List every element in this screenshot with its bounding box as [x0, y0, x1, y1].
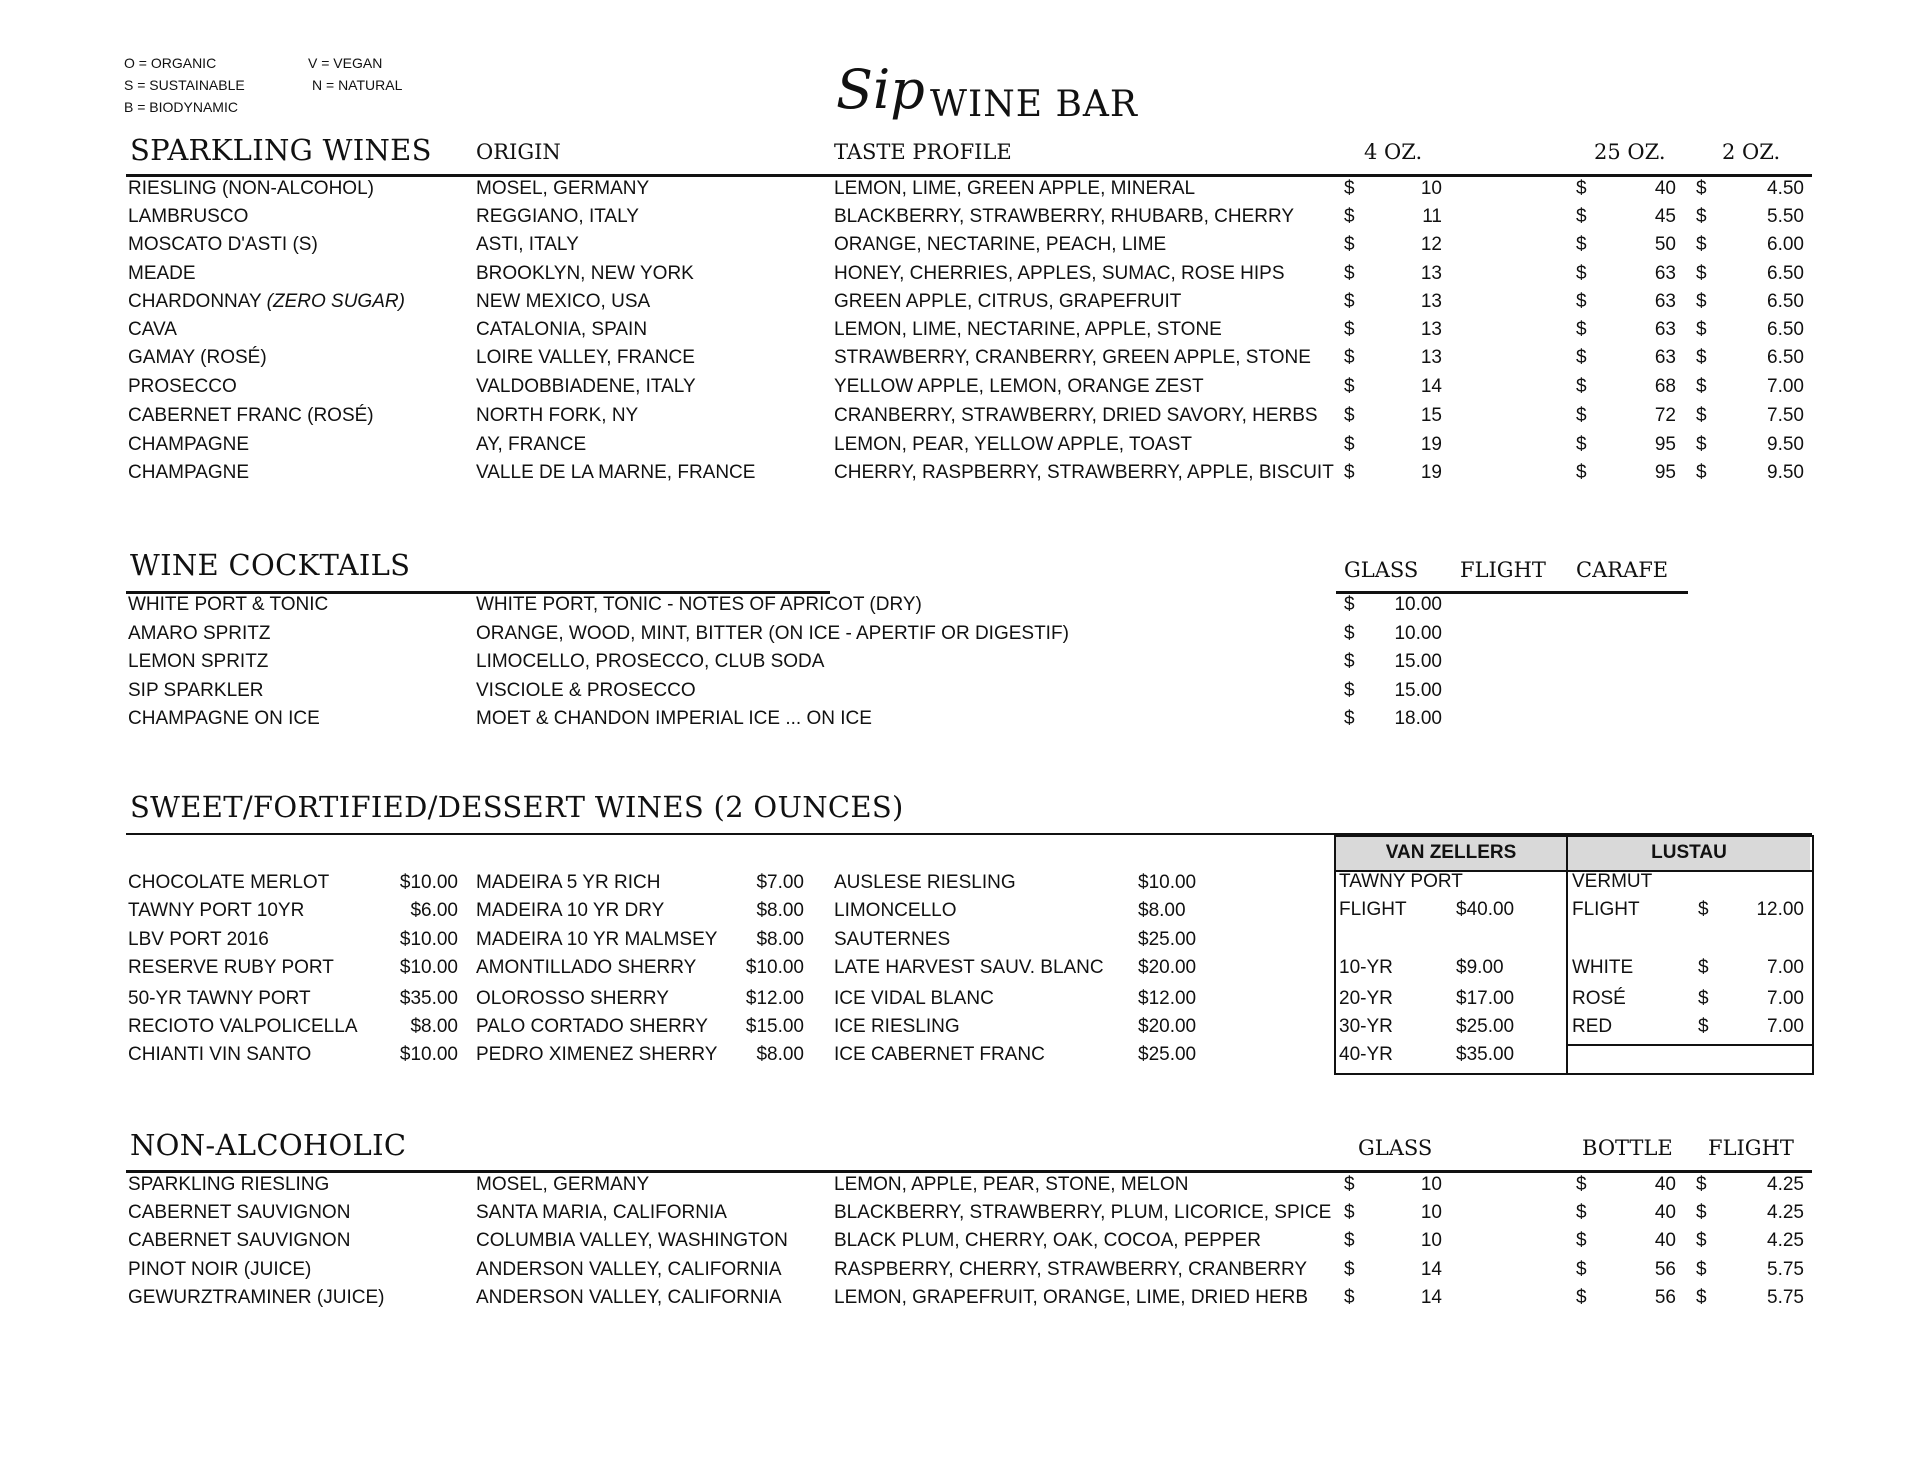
price-25oz: 63: [1654, 319, 1676, 340]
currency-sign: $: [1576, 206, 1587, 227]
cocktail-row: [0, 591, 1920, 619]
currency-sign: $: [1344, 708, 1355, 729]
wine-origin: NEW MEXICO, USA: [476, 291, 651, 312]
price-bottle: 56: [1654, 1259, 1676, 1280]
wine-origin: ASTI, ITALY: [476, 234, 579, 255]
wine-name: PROSECCO: [128, 376, 237, 397]
sparkling-row: [0, 316, 1920, 344]
sparkling-origin-header: ORIGIN: [476, 140, 561, 164]
currency-sign: $: [1696, 1259, 1707, 1280]
price-2oz: 9.50: [1767, 462, 1804, 483]
currency-sign: $: [1344, 434, 1355, 455]
wine-taste: GREEN APPLE, CITRUS, GRAPEFRUIT: [834, 291, 1182, 312]
dessert-wine-a: RECIOTO VALPOLICELLA: [128, 1016, 358, 1037]
currency-sign: $: [1344, 623, 1355, 644]
vanzellers-title: VAN ZELLERS: [1336, 837, 1566, 870]
price-2oz: 6.00: [1767, 234, 1804, 255]
cocktail-row: [0, 648, 1920, 676]
cocktail-name: SIP SPARKLER: [128, 680, 264, 701]
currency-sign: $: [1576, 263, 1587, 284]
price-4oz: 12: [1420, 234, 1442, 255]
dessert-price-b: $7.00: [756, 872, 804, 893]
nonalc-bottle-header: BOTTLE: [1582, 1136, 1673, 1160]
wine-origin: LOIRE VALLEY, FRANCE: [476, 347, 695, 368]
wine-name: MOSCATO D'ASTI (S): [128, 234, 318, 255]
currency-sign: $: [1696, 291, 1707, 312]
lustau-item: [0, 954, 1920, 982]
wine-origin: NORTH FORK, NY: [476, 405, 639, 426]
currency-sign: $: [1576, 1174, 1587, 1195]
cocktails-glass-header: GLASS: [1344, 558, 1419, 582]
price-2oz: 4.50: [1767, 178, 1804, 199]
price-25oz: 63: [1654, 347, 1676, 368]
price-4oz: 13: [1420, 263, 1442, 284]
dessert-wine-b: PALO CORTADO SHERRY: [476, 1016, 708, 1037]
wine-taste: LEMON, LIME, NECTARINE, APPLE, STONE: [834, 319, 1222, 340]
wine-origin: VALDOBBIADENE, ITALY: [476, 376, 696, 397]
vanzellers-age: 30-YR: [1339, 1016, 1393, 1037]
dessert-wine-a: 50-YR TAWNY PORT: [128, 988, 311, 1009]
wine-name: CHARDONNAY (ZERO SUGAR): [128, 291, 405, 312]
price-glass: 10: [1420, 1230, 1442, 1251]
dessert-wine-c: LATE HARVEST SAUV. BLANC: [834, 957, 1104, 978]
cocktail-row: [0, 620, 1920, 648]
currency-sign: $: [1576, 347, 1587, 368]
currency-sign: $: [1344, 376, 1355, 397]
price-flight: 4.25: [1767, 1202, 1804, 1223]
dessert-wine-b: MADEIRA 10 YR MALMSEY: [476, 929, 718, 950]
wine-name: CAVA: [128, 319, 177, 340]
price-flight: 5.75: [1767, 1287, 1804, 1308]
dessert-price-b: $8.00: [756, 900, 804, 921]
currency-sign: $: [1576, 434, 1587, 455]
currency-sign: $: [1696, 1174, 1707, 1195]
price-25oz: 45: [1654, 206, 1676, 227]
price-2oz: 6.50: [1767, 347, 1804, 368]
cocktail-name: WHITE PORT & TONIC: [128, 594, 329, 615]
wine-taste: LEMON, LIME, GREEN APPLE, MINERAL: [834, 178, 1196, 199]
legend-biodynamic: B = BIODYNAMIC: [124, 99, 238, 115]
wine-name: RIESLING (NON-ALCOHOL): [128, 178, 374, 199]
nonalc-row: [0, 1199, 1920, 1227]
wine-origin: CATALONIA, SPAIN: [476, 319, 648, 340]
sparkling-2oz-header: 2 OZ.: [1722, 140, 1781, 164]
price-flight: 4.25: [1767, 1230, 1804, 1251]
sparkling-row: [0, 402, 1920, 430]
lustau-price: 7.00: [1767, 1016, 1804, 1037]
price-4oz: 19: [1420, 434, 1442, 455]
dessert-price-a: $10.00: [399, 929, 458, 950]
price-4oz: 15: [1420, 405, 1442, 426]
price-glass: 14: [1420, 1287, 1442, 1308]
currency-sign: $: [1696, 234, 1707, 255]
drink-name: GEWURZTRAMINER (JUICE): [128, 1287, 385, 1308]
dessert-price-a: $8.00: [410, 1016, 458, 1037]
dessert-price-c: $10.00: [1138, 872, 1197, 893]
dessert-wine-c: ICE RIESLING: [834, 1016, 960, 1037]
nonalc-row: [0, 1171, 1920, 1199]
lustau-flight-price: 12.00: [1756, 899, 1804, 920]
drink-origin: MOSEL, GERMANY: [476, 1174, 650, 1195]
price-bottle: 40: [1654, 1202, 1676, 1223]
price-bottle: 56: [1654, 1287, 1676, 1308]
wine-note: (ZERO SUGAR): [266, 291, 405, 312]
drink-taste: LEMON, GRAPEFRUIT, ORANGE, LIME, DRIED HERB: [834, 1287, 1309, 1308]
vanzellers-subtitle: TAWNY PORT: [1339, 871, 1463, 892]
wine-name: GAMAY (ROSÉ): [128, 347, 267, 368]
currency-sign: $: [1344, 347, 1355, 368]
sparkling-row: [0, 203, 1920, 231]
currency-sign: $: [1696, 263, 1707, 284]
lustau-item: [0, 985, 1920, 1013]
currency-sign: $: [1696, 376, 1707, 397]
sparkling-title: SPARKLING WINES: [130, 133, 432, 167]
sparkling-4oz-header: 4 OZ.: [1364, 140, 1423, 164]
price-flight: 4.25: [1767, 1174, 1804, 1195]
cocktail-row: [0, 705, 1920, 733]
drink-taste: RASPBERRY, CHERRY, STRAWBERRY, CRANBERRY: [834, 1259, 1308, 1280]
sparkling-row: [0, 431, 1920, 459]
price-4oz: 13: [1420, 291, 1442, 312]
dessert-wine-b: OLOROSSO SHERRY: [476, 988, 669, 1009]
currency-sign: $: [1696, 206, 1707, 227]
currency-sign: $: [1576, 319, 1587, 340]
drink-origin: ANDERSON VALLEY, CALIFORNIA: [476, 1259, 782, 1280]
drink-origin: COLUMBIA VALLEY, WASHINGTON: [476, 1230, 788, 1251]
price-25oz: 72: [1654, 405, 1676, 426]
cocktail-description: LIMOCELLO, PROSECCO, CLUB SODA: [476, 651, 825, 672]
dessert-wine-a: TAWNY PORT 10YR: [128, 900, 305, 921]
dessert-price-b: $10.00: [745, 957, 804, 978]
wine-origin: REGGIANO, ITALY: [476, 206, 639, 227]
dessert-wine-c: SAUTERNES: [834, 929, 951, 950]
vanzellers-price: $17.00: [1456, 988, 1515, 1009]
sparkling-row: [0, 459, 1920, 487]
vanzellers-price: $9.00: [1456, 957, 1504, 978]
wine-taste: LEMON, PEAR, YELLOW APPLE, TOAST: [834, 434, 1192, 455]
dessert-price-a: $10.00: [399, 872, 458, 893]
lustau-item: [0, 1013, 1920, 1041]
currency-sign: $: [1344, 594, 1355, 615]
wine-name: CHAMPAGNE: [128, 462, 250, 483]
sparkling-row: [0, 260, 1920, 288]
price-4oz: 10: [1420, 178, 1442, 199]
price-2oz: 6.50: [1767, 291, 1804, 312]
drink-taste: LEMON, APPLE, PEAR, STONE, MELON: [834, 1174, 1189, 1195]
currency-sign: $: [1344, 1287, 1355, 1308]
sparkling-row: [0, 231, 1920, 259]
price-flight: 5.75: [1767, 1259, 1804, 1280]
nonalc-row: [0, 1227, 1920, 1255]
wine-taste: HONEY, CHERRIES, APPLES, SUMAC, ROSE HIPS: [834, 263, 1285, 284]
dessert-price-c: $12.00: [1138, 988, 1197, 1009]
dessert-price-c: $20.00: [1138, 957, 1197, 978]
dessert-wine-b: MADEIRA 10 YR DRY: [476, 900, 665, 921]
currency-sign: $: [1576, 462, 1587, 483]
currency-sign: $: [1696, 1287, 1707, 1308]
nonalc-row: [0, 1256, 1920, 1284]
legend-natural: N = NATURAL: [312, 77, 403, 93]
lustau-title: LUSTAU: [1568, 837, 1810, 870]
cocktail-description: ORANGE, WOOD, MINT, BITTER (ON ICE - APERTIF OR DIGESTIF): [476, 623, 1069, 644]
price-glass: 10: [1420, 1174, 1442, 1195]
dessert-price-a: $6.00: [410, 900, 458, 921]
price-2oz: 7.50: [1767, 405, 1804, 426]
currency-sign: $: [1344, 291, 1355, 312]
dessert-wine-a: RESERVE RUBY PORT: [128, 957, 334, 978]
price-glass: 10: [1420, 1202, 1442, 1223]
dessert-price-c: $25.00: [1138, 1044, 1197, 1065]
currency-sign: $: [1696, 1230, 1707, 1251]
currency-sign: $: [1344, 1259, 1355, 1280]
vanzellers-price: $25.00: [1456, 1016, 1515, 1037]
lustau-flight-currency: $: [1698, 899, 1709, 920]
currency-sign: $: [1576, 1259, 1587, 1280]
currency-sign: $: [1696, 178, 1707, 199]
wine-name: MEADE: [128, 263, 196, 284]
price-2oz: 9.50: [1767, 434, 1804, 455]
wine-taste: BLACKBERRY, STRAWBERRY, RHUBARB, CHERRY: [834, 206, 1295, 227]
price-4oz: 13: [1420, 319, 1442, 340]
lustau-subtitle: VERMUT: [1572, 871, 1653, 892]
currency-sign: $: [1344, 178, 1355, 199]
price-2oz: 6.50: [1767, 319, 1804, 340]
nonalc-flight-header: FLIGHT: [1708, 1136, 1794, 1160]
drink-taste: BLACK PLUM, CHERRY, OAK, COCOA, PEPPER: [834, 1230, 1261, 1251]
wine-name: CABERNET FRANC (ROSÉ): [128, 405, 374, 426]
brand-logo-script: Sip: [836, 58, 925, 121]
dessert-price-c: $20.00: [1138, 1016, 1197, 1037]
drink-name: PINOT NOIR (JUICE): [128, 1259, 312, 1280]
dessert-price-a: $10.00: [399, 1044, 458, 1065]
currency-sign: $: [1344, 319, 1355, 340]
currency-sign: $: [1344, 405, 1355, 426]
price-25oz: 63: [1654, 263, 1676, 284]
dessert-wine-b: PEDRO XIMENEZ SHERRY: [476, 1044, 718, 1065]
price-glass: 18.00: [1394, 708, 1442, 729]
nonalc-row: [0, 1284, 1920, 1312]
dessert-price-a: $35.00: [399, 988, 458, 1009]
drink-name: SPARKLING RIESLING: [128, 1174, 330, 1195]
cocktail-description: MOET & CHANDON IMPERIAL ICE ... ON ICE: [476, 708, 872, 729]
price-2oz: 7.00: [1767, 376, 1804, 397]
price-4oz: 19: [1420, 462, 1442, 483]
sparkling-row: [0, 288, 1920, 316]
price-2oz: 5.50: [1767, 206, 1804, 227]
dessert-wine-b: AMONTILLADO SHERRY: [476, 957, 697, 978]
dessert-wine-a: LBV PORT 2016: [128, 929, 269, 950]
currency-sign: $: [1698, 988, 1709, 1009]
cocktail-name: AMARO SPRITZ: [128, 623, 271, 644]
wine-taste: STRAWBERRY, CRANBERRY, GREEN APPLE, STONE: [834, 347, 1311, 368]
currency-sign: $: [1576, 405, 1587, 426]
currency-sign: $: [1344, 651, 1355, 672]
vanzellers-item: [0, 1041, 1920, 1069]
wine-taste: CHERRY, RASPBERRY, STRAWBERRY, APPLE, BISCUIT: [834, 462, 1334, 483]
dessert-price-a: $10.00: [399, 957, 458, 978]
currency-sign: $: [1696, 434, 1707, 455]
price-4oz: 11: [1422, 206, 1442, 227]
sparkling-taste-header: TASTE PROFILE: [834, 140, 1012, 164]
currency-sign: $: [1696, 405, 1707, 426]
cocktail-name: LEMON SPRITZ: [128, 651, 269, 672]
lustau-flight-label: FLIGHT: [1572, 899, 1640, 920]
vanzellers-flight-label: FLIGHT: [1339, 899, 1407, 920]
sparkling-row: [0, 344, 1920, 372]
price-25oz: 40: [1654, 178, 1676, 199]
dessert-price-c: $25.00: [1138, 929, 1197, 950]
price-bottle: 40: [1654, 1230, 1676, 1251]
vanzellers-flight-price: $40.00: [1456, 899, 1515, 920]
drink-name: CABERNET SAUVIGNON: [128, 1230, 351, 1251]
sparkling-row: [0, 373, 1920, 401]
price-glass: 15.00: [1394, 680, 1442, 701]
wine-origin: AY, FRANCE: [476, 434, 587, 455]
currency-sign: $: [1696, 1202, 1707, 1223]
sparkling-25oz-header: 25 OZ.: [1594, 140, 1666, 164]
brand-name: WINE BAR: [930, 84, 1139, 125]
currency-sign: $: [1576, 1287, 1587, 1308]
dessert-wine-c: LIMONCELLO: [834, 900, 957, 921]
drink-origin: ANDERSON VALLEY, CALIFORNIA: [476, 1287, 782, 1308]
wine-taste: CRANBERRY, STRAWBERRY, DRIED SAVORY, HERBS: [834, 405, 1318, 426]
drink-taste: BLACKBERRY, STRAWBERRY, PLUM, LICORICE, SPICE: [834, 1202, 1332, 1223]
currency-sign: $: [1696, 347, 1707, 368]
vanzellers-age: 10-YR: [1339, 957, 1393, 978]
dessert-title: SWEET/FORTIFIED/DESSERT WINES (2 OUNCES): [130, 790, 904, 824]
price-glass: 10.00: [1394, 594, 1442, 615]
lustau-price: 7.00: [1767, 988, 1804, 1009]
price-bottle: 40: [1654, 1174, 1676, 1195]
lustau-price: 7.00: [1767, 957, 1804, 978]
price-25oz: 68: [1654, 376, 1676, 397]
price-2oz: 6.50: [1767, 263, 1804, 284]
price-25oz: 95: [1654, 434, 1676, 455]
dessert-wine-c: ICE CABERNET FRANC: [834, 1044, 1045, 1065]
wine-origin: MOSEL, GERMANY: [476, 178, 650, 199]
currency-sign: $: [1344, 1174, 1355, 1195]
wine-taste: ORANGE, NECTARINE, PEACH, LIME: [834, 234, 1167, 255]
wine-name: CHAMPAGNE: [128, 434, 250, 455]
dessert-price-c: $8.00: [1138, 900, 1186, 921]
cocktails-flight-header: FLIGHT: [1460, 558, 1546, 582]
dessert-wine-b: MADEIRA 5 YR RICH: [476, 872, 661, 893]
price-4oz: 14: [1420, 376, 1442, 397]
price-glass: 10.00: [1394, 623, 1442, 644]
cocktail-name: CHAMPAGNE ON ICE: [128, 708, 320, 729]
currency-sign: $: [1344, 206, 1355, 227]
dessert-wine-c: AUSLESE RIESLING: [834, 872, 1016, 893]
cocktails-title: WINE COCKTAILS: [130, 548, 411, 582]
currency-sign: $: [1698, 1016, 1709, 1037]
wine-origin: VALLE DE LA MARNE, FRANCE: [476, 462, 756, 483]
vanzellers-age: 40-YR: [1339, 1044, 1393, 1065]
dessert-wine-a: CHIANTI VIN SANTO: [128, 1044, 312, 1065]
lustau-style: RED: [1572, 1016, 1613, 1037]
cocktail-description: VISCIOLE & PROSECCO: [476, 680, 696, 701]
price-4oz: 13: [1420, 347, 1442, 368]
drink-name: CABERNET SAUVIGNON: [128, 1202, 351, 1223]
cocktail-row: [0, 677, 1920, 705]
vanzellers-price: $35.00: [1456, 1044, 1515, 1065]
legend-sustainable: S = SUSTAINABLE: [124, 77, 245, 93]
price-glass: 15.00: [1394, 651, 1442, 672]
dessert-price-b: $8.00: [756, 1044, 804, 1065]
dessert-price-b: $8.00: [756, 929, 804, 950]
currency-sign: $: [1344, 680, 1355, 701]
price-25oz: 95: [1654, 462, 1676, 483]
currency-sign: $: [1344, 462, 1355, 483]
lustau-style: WHITE: [1572, 957, 1634, 978]
drink-origin: SANTA MARIA, CALIFORNIA: [476, 1202, 727, 1223]
currency-sign: $: [1696, 319, 1707, 340]
price-25oz: 63: [1654, 291, 1676, 312]
cocktails-carafe-header: CARAFE: [1576, 558, 1669, 582]
currency-sign: $: [1344, 263, 1355, 284]
currency-sign: $: [1698, 957, 1709, 978]
nonalc-glass-header: GLASS: [1358, 1136, 1433, 1160]
wine-name: LAMBRUSCO: [128, 206, 249, 227]
lustau-style: ROSÉ: [1572, 988, 1626, 1009]
currency-sign: $: [1576, 1230, 1587, 1251]
currency-sign: $: [1696, 462, 1707, 483]
currency-sign: $: [1576, 376, 1587, 397]
dessert-wine-c: ICE VIDAL BLANC: [834, 988, 994, 1009]
currency-sign: $: [1576, 291, 1587, 312]
vanzellers-age: 20-YR: [1339, 988, 1393, 1009]
currency-sign: $: [1576, 234, 1587, 255]
price-25oz: 50: [1654, 234, 1676, 255]
dessert-price-b: $12.00: [745, 988, 804, 1009]
legend-organic: O = ORGANIC: [124, 55, 217, 71]
wine-taste: YELLOW APPLE, LEMON, ORANGE ZEST: [834, 376, 1204, 397]
price-glass: 14: [1420, 1259, 1442, 1280]
sparkling-row: [0, 175, 1920, 203]
dessert-price-b: $15.00: [745, 1016, 804, 1037]
cocktail-description: WHITE PORT, TONIC - NOTES OF APRICOT (DRY): [476, 594, 922, 615]
legend-vegan: V = VEGAN: [308, 55, 383, 71]
wine-origin: BROOKLYN, NEW YORK: [476, 263, 694, 284]
currency-sign: $: [1576, 178, 1587, 199]
nonalc-title: NON-ALCOHOLIC: [130, 1128, 407, 1162]
currency-sign: $: [1344, 234, 1355, 255]
currency-sign: $: [1344, 1230, 1355, 1251]
currency-sign: $: [1576, 1202, 1587, 1223]
currency-sign: $: [1344, 1202, 1355, 1223]
dessert-wine-a: CHOCOLATE MERLOT: [128, 872, 330, 893]
